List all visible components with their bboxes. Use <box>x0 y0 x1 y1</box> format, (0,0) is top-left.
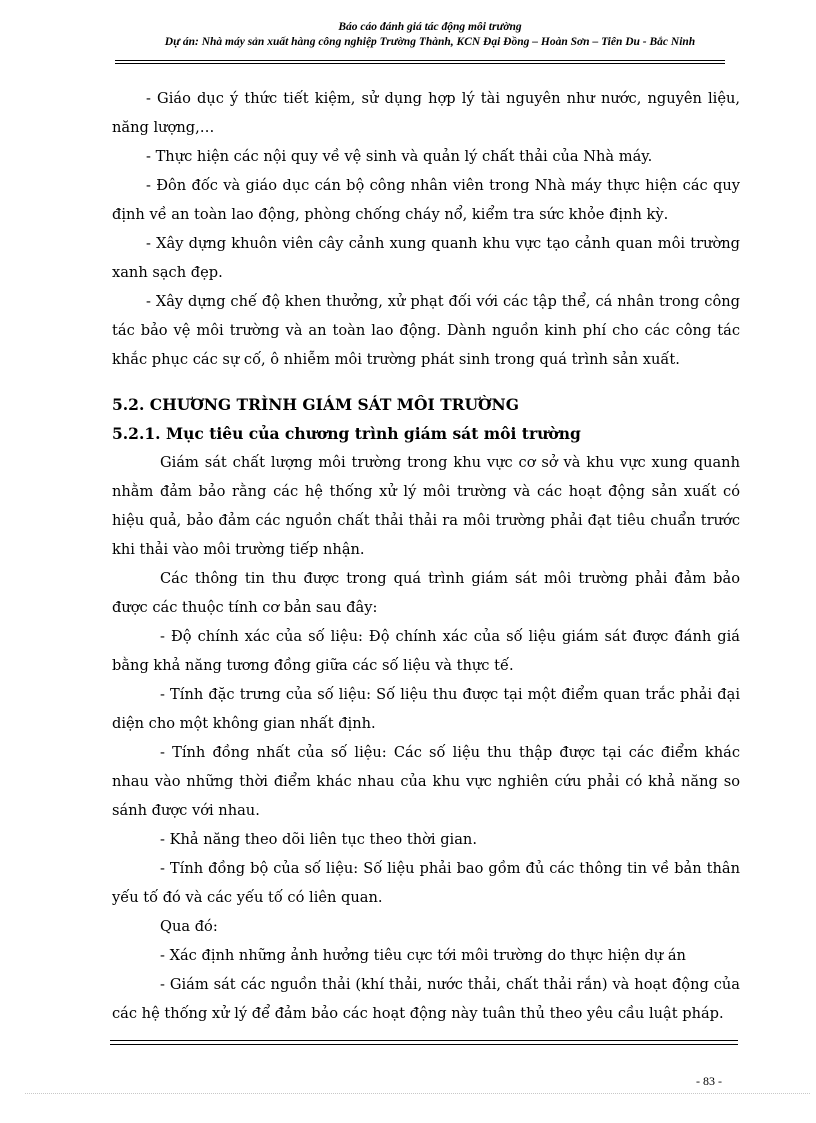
section-heading: 5.2. CHƯƠNG TRÌNH GIÁM SÁT MÔI TRƯỜNG <box>112 395 519 414</box>
paragraph: - Tính đặc trưng của số liệu: Số liệu thu được tại một điểm quan trắc phải đại diện cho một không gian nhất định. <box>112 686 740 732</box>
paragraph: - Tính đồng bộ của số liệu: Số liệu phải bao gồm đủ các thông tin về bản thân yếu tố đó và các yếu tố có liên quan. <box>112 860 740 906</box>
page-edge-dotted-line <box>25 1093 810 1094</box>
header-project-name: Dự án: Nhà máy sản xuất hàng công nghiệp Trường Thành, KCN Đại Đồng – Hoàn Sơn – Tiên Du - Bắc Ninh <box>164 36 696 48</box>
paragraph: Qua đó: <box>160 918 218 935</box>
paragraph: - Đôn đốc và giáo dục cán bộ công nhân viên trong Nhà máy thực hiện các quy định về an toàn lao động, phòng chống cháy nổ, kiểm tra sức khỏe định kỳ. <box>112 177 740 223</box>
paragraph: - Giáo dục ý thức tiết kiệm, sử dụng hợp lý tài nguyên như nước, nguyên liệu, năng lượng,… <box>112 90 740 136</box>
paragraph: - Xác định những ảnh hưởng tiêu cực tới môi trường do thực hiện dự án <box>160 947 686 964</box>
paragraph: Các thông tin thu được trong quá trình giám sát môi trường phải đảm bảo được các thuộc tính cơ bản sau đây: <box>112 570 740 616</box>
paragraph: Giám sát chất lượng môi trường trong khu vực cơ sở và khu vực xung quanh nhằm đảm bảo rằng các hệ thống xử lý môi trường và các hoạt động sản xuất có hiệu quả, bảo đảm các nguồn chất thải thải ra môi trường phải đạt tiêu chuẩn trước khi thải vào môi trường tiếp nhận. <box>112 454 740 558</box>
footer-rule <box>110 1040 738 1045</box>
paragraph: - Giám sát các nguồn thải (khí thải, nước thải, chất thải rắn) và hoạt động của các hệ thống xử lý để đảm bảo các hoạt động này tuân thủ theo yêu cầu luật pháp. <box>112 976 740 1022</box>
page-number: - 83 - <box>696 1074 722 1088</box>
page-header <box>110 20 750 50</box>
paragraph: - Thực hiện các nội quy về vệ sinh và quản lý chất thải của Nhà máy. <box>146 148 653 165</box>
header-rule <box>115 60 725 64</box>
paragraph: - Xây dựng chế độ khen thưởng, xử phạt đối với các tập thể, cá nhân trong công tác bảo vệ môi trường và an toàn lao động. Dành nguồn kinh phí cho các công tác khắc phục các sự cố, ô nhiễm môi trường phát sinh trong quá trình sản xuất. <box>112 293 740 368</box>
paragraph: - Độ chính xác của số liệu: Độ chính xác của số liệu giám sát được đánh giá bằng khả năng tương đồng giữa các số liệu và thực tế. <box>112 628 740 674</box>
paragraph: - Khả năng theo dõi liên tục theo thời gian. <box>160 831 477 848</box>
paragraph: - Xây dựng khuôn viên cây cảnh xung quanh khu vực tạo cảnh quan môi trường xanh sạch đẹp. <box>112 235 740 281</box>
subsection-heading: 5.2.1. Mục tiêu của chương trình giám sát môi trường <box>112 424 581 443</box>
header-report-title: Báo cáo đánh giá tác động môi trường <box>338 21 522 33</box>
page-content <box>112 84 740 1028</box>
paragraph: - Tính đồng nhất của số liệu: Các số liệu thu thập được tại các điểm khác nhau vào những thời điểm khác nhau của khu vực nghiên cứu phải có khả năng so sánh được với nhau. <box>112 744 740 819</box>
